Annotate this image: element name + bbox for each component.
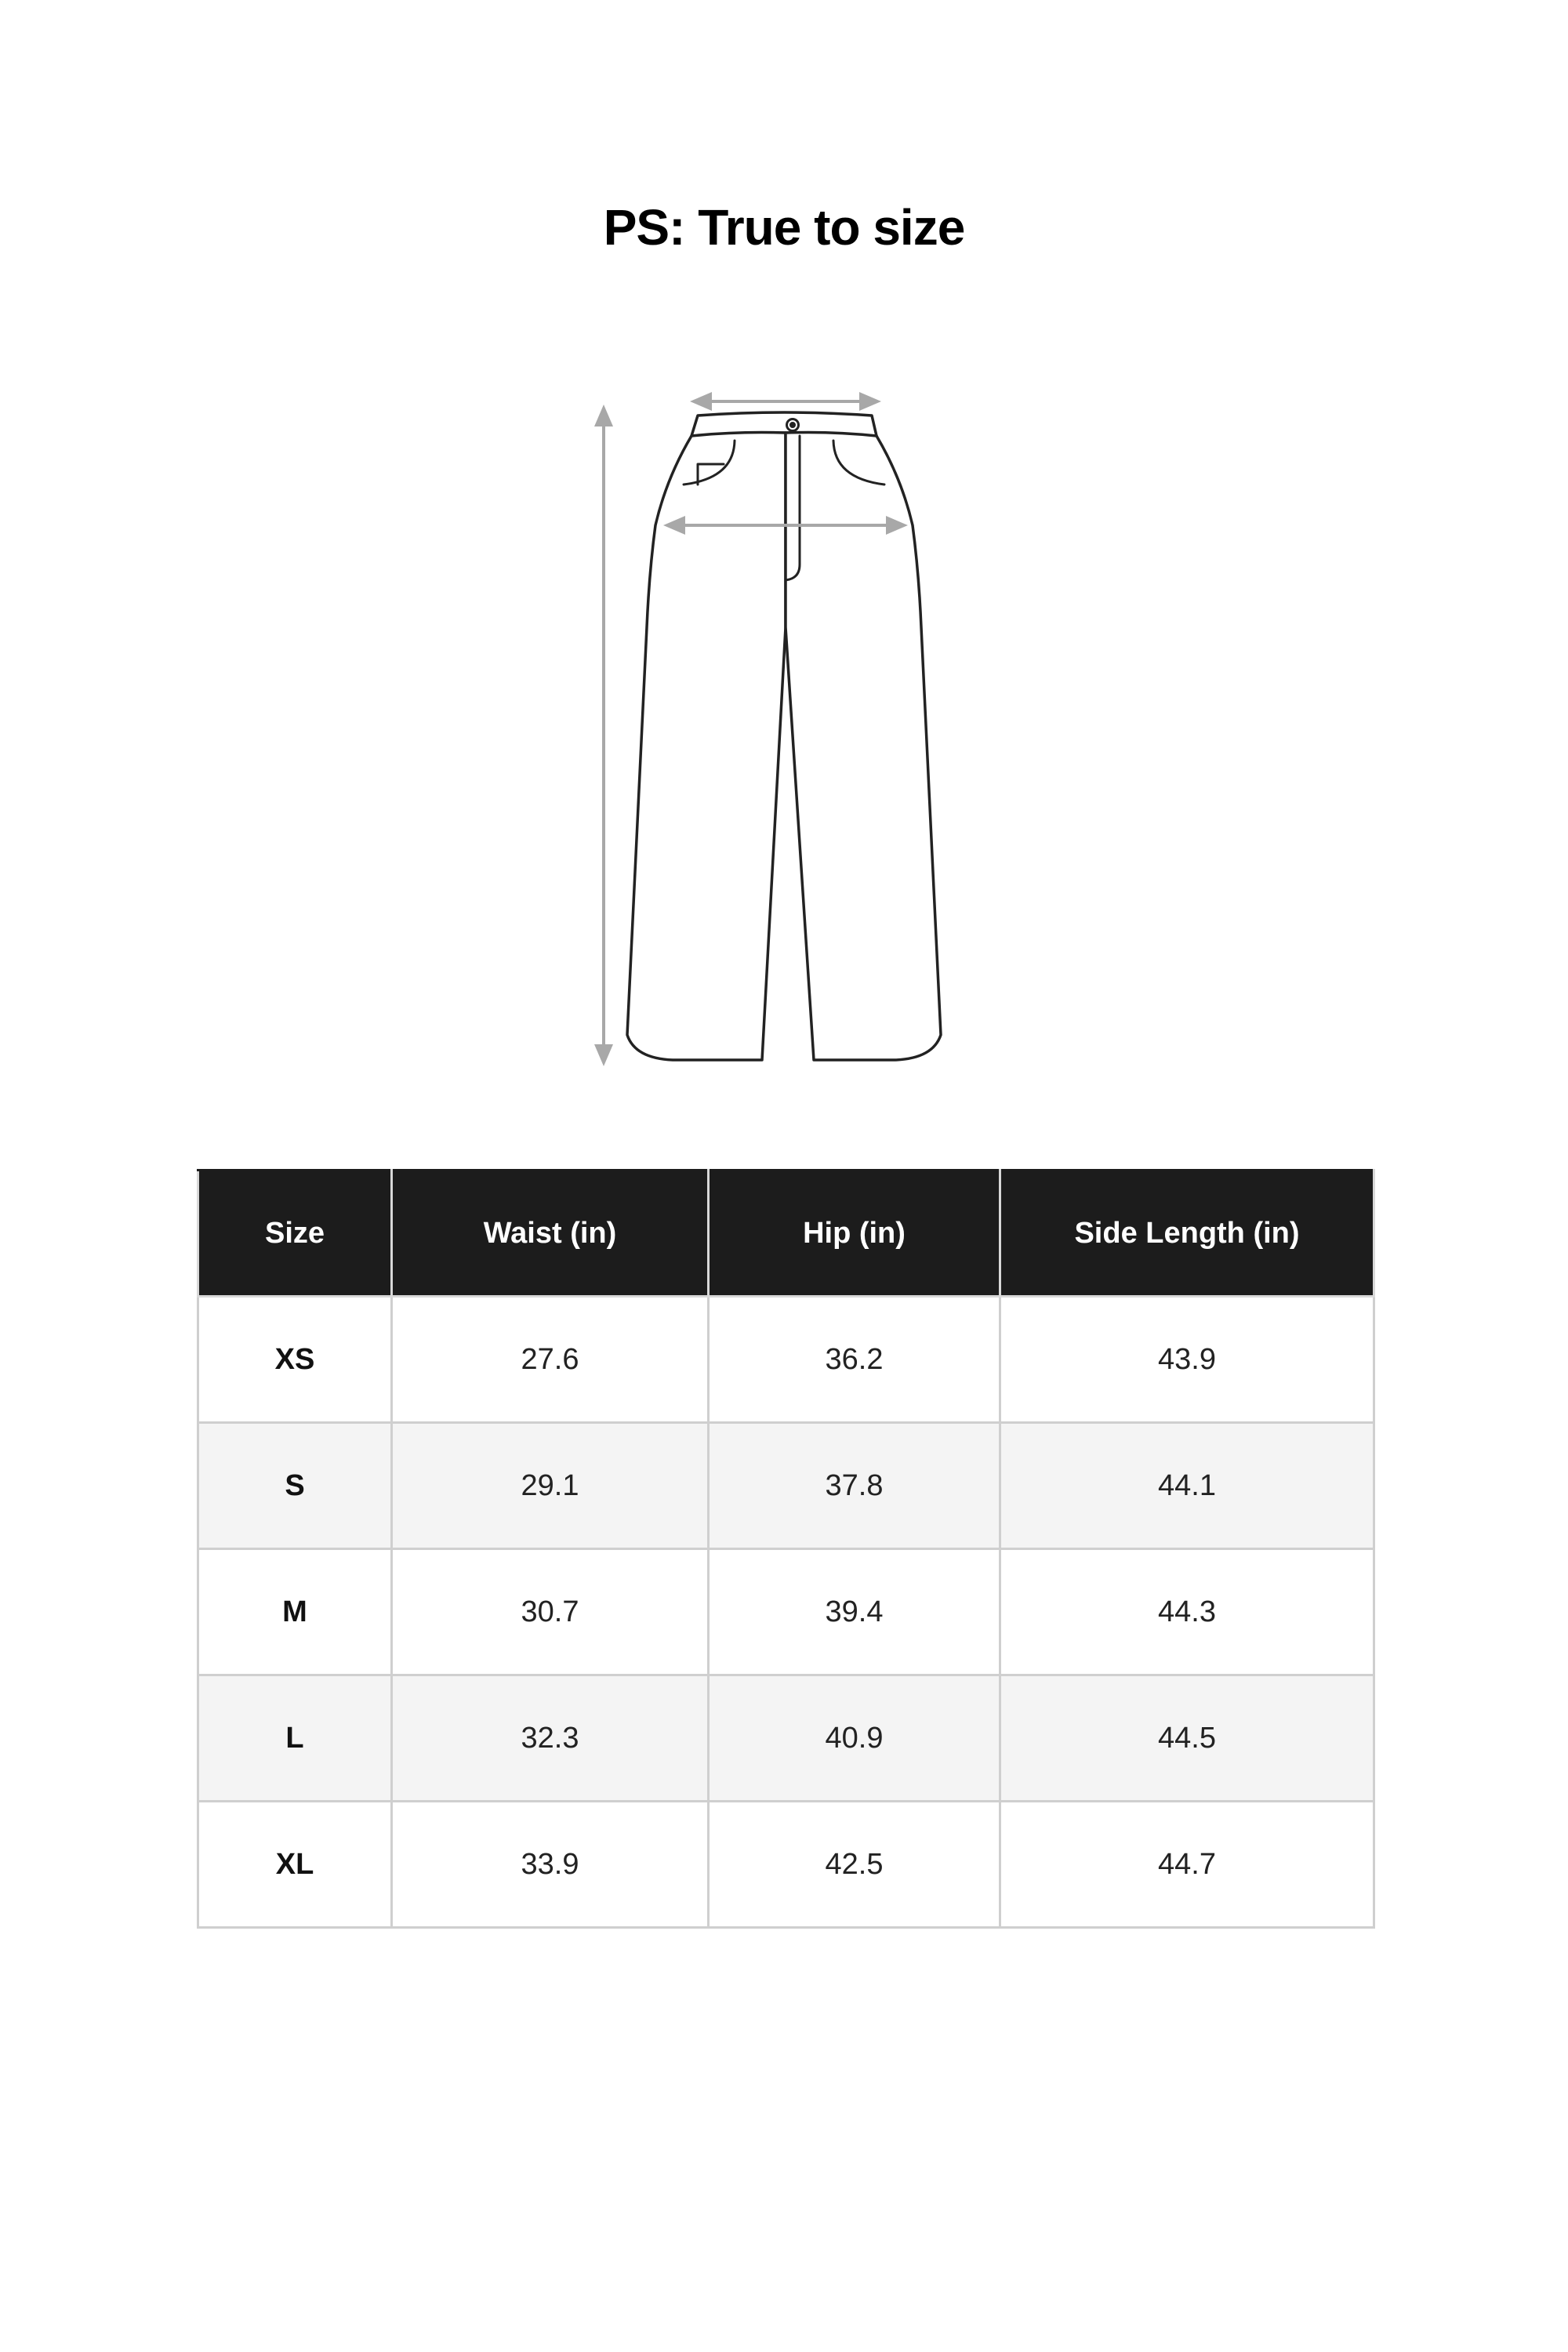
waist-cell: 30.7 bbox=[392, 1549, 709, 1675]
pants-diagram-icon bbox=[580, 392, 988, 1082]
hip-cell: 36.2 bbox=[709, 1297, 1000, 1423]
size-cell: XS bbox=[198, 1297, 392, 1423]
table-row bbox=[198, 1549, 1374, 1675]
size-chart-header bbox=[198, 1171, 1374, 1297]
side-length-cell: 43.9 bbox=[1000, 1297, 1374, 1423]
table-row bbox=[198, 1675, 1374, 1802]
size-cell: S bbox=[198, 1423, 392, 1549]
hip-cell: 42.5 bbox=[709, 1802, 1000, 1928]
waist-cell: 29.1 bbox=[392, 1423, 709, 1549]
side-length-cell: 44.5 bbox=[1000, 1675, 1374, 1802]
page-title: PS: True to size bbox=[603, 199, 965, 256]
header-side-length: Side Length (in) bbox=[1000, 1171, 1374, 1297]
side-length-cell: 44.1 bbox=[1000, 1423, 1374, 1549]
hip-cell: 37.8 bbox=[709, 1423, 1000, 1549]
side-length-cell: 44.3 bbox=[1000, 1549, 1374, 1675]
hip-cell: 40.9 bbox=[709, 1675, 1000, 1802]
table-row bbox=[198, 1802, 1374, 1928]
size-cell: M bbox=[198, 1549, 392, 1675]
size-cell: XL bbox=[198, 1802, 392, 1928]
waist-cell: 32.3 bbox=[392, 1675, 709, 1802]
size-chart-table bbox=[197, 1169, 1375, 1929]
size-chart-body bbox=[198, 1297, 1374, 1928]
waist-cell: 33.9 bbox=[392, 1802, 709, 1928]
size-cell: L bbox=[198, 1675, 392, 1802]
hip-cell: 39.4 bbox=[709, 1549, 1000, 1675]
side-length-cell: 44.7 bbox=[1000, 1802, 1374, 1928]
table-row bbox=[198, 1297, 1374, 1423]
header-waist: Waist (in) bbox=[392, 1171, 709, 1297]
header-size: Size bbox=[198, 1171, 392, 1297]
header-row bbox=[198, 1171, 1374, 1297]
header-hip: Hip (in) bbox=[709, 1171, 1000, 1297]
table-row bbox=[198, 1423, 1374, 1549]
waist-cell: 27.6 bbox=[392, 1297, 709, 1423]
